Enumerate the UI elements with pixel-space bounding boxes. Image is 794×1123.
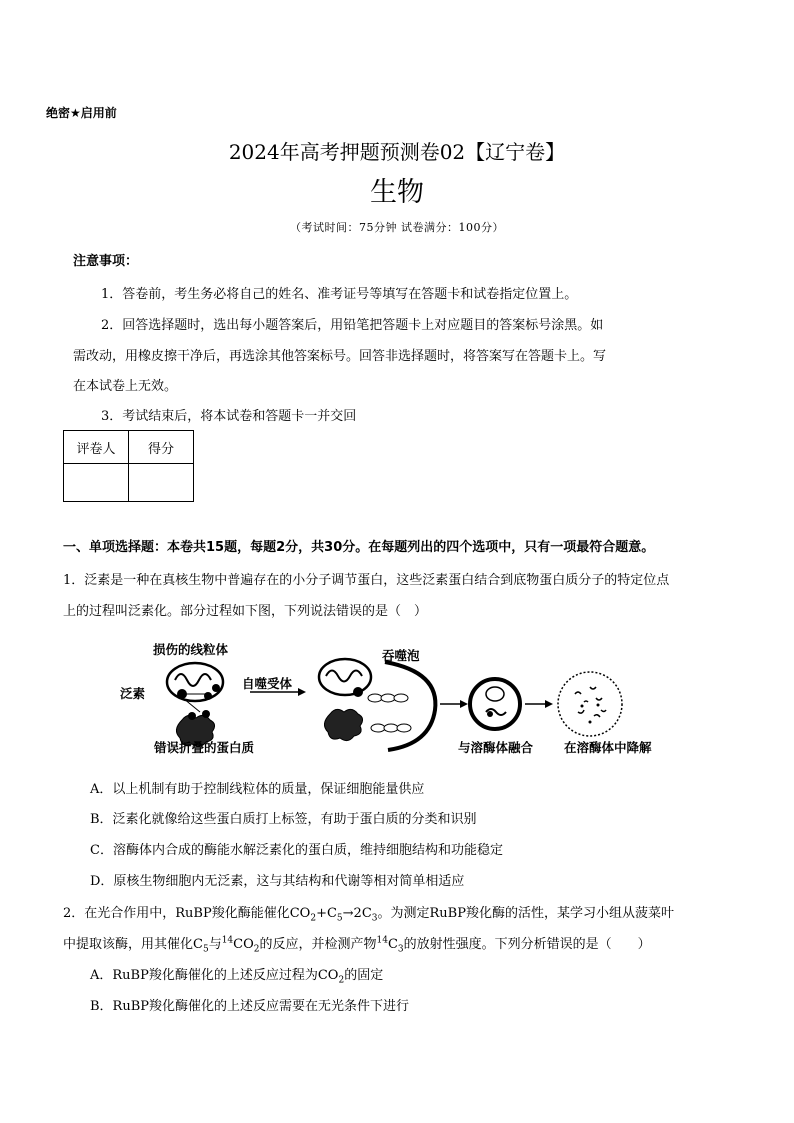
label-fuse-lysosome: 与溶酶体融合 [458,740,534,755]
label-autophagy-receptor: 自噬受体 [242,676,293,691]
lysosome-degradation [558,672,622,736]
notice-line-3: 需改动，用橡皮擦干净后，再选涂其他答案标号。回答非选择题时，将答案写在答题卡上。写 [73,349,607,364]
label-phagophore: 吞噬泡 [382,648,420,663]
protein-with-receptor [324,709,411,740]
q1-option-d: D．原核生物细胞内无泛素，这与其结构和代谢等相对简单相适应 [90,874,465,889]
q2-option-b: B．RuBP羧化酶催化的上述反应需要在无光条件下进行 [90,999,410,1014]
notice-line-5: 3．考试结束后，将本试卷和答题卡一并交回 [101,409,357,424]
confidential-label: 绝密★启用前 [46,106,117,120]
phagophore-membrane [385,662,435,750]
label-ubiquitin: 泛素 [120,686,146,701]
score-cell [129,464,194,502]
exam-title: 2024年高考押题预测卷02【辽宁卷】 [228,140,566,164]
exam-info: （考试时间：75分钟 试卷满分：100分） [290,221,504,234]
q2-stem-line2: 中提取该酶，用其催化$C_5$与$^{14}CO_2$的反应，并检测产物$^{14}C_3$的放射性强度。下列分析错误的是（ ） [63,935,651,955]
q1-option-a: A．以上机制有助于控制线粒体的质量，保证细胞能量供应 [90,782,425,797]
grader-header: 评卷人 [64,431,129,464]
label-damaged-mitochondrion: 损伤的线粒体 [153,642,229,657]
q1-stem-line1: 1．泛素是一种在真核生物中普遍存在的小分子调节蛋白，这些泛素蛋白结合到底物蛋白质分子的特定位点 [63,573,670,588]
notice-line-4: 在本试卷上无效。 [73,379,178,394]
q2-option-a: A．RuBP羧化酶催化的上述反应过程为$CO_2$的固定 [90,968,384,986]
notice-heading: 注意事项： [73,254,139,269]
section-prefix: 一、单项选择题： [63,540,168,555]
grader-cell [64,464,129,502]
damaged-mitochondrion [167,663,223,701]
q1-option-c: C．溶酶体内合成的酶能水解泛素化的蛋白质，维持细胞结构和功能稳定 [90,843,503,858]
notice-line-2: 2．回答选择题时，选出每小题答案后，用铅笔把答题卡上对应题目的答案标号涂黑。如 [101,318,604,333]
notice-line-1: 1．答卷前，考生务必将自己的姓名、准考证号等填写在答题卡和试卷指定位置上。 [101,287,578,302]
score-header: 得分 [129,431,194,464]
autophagosome [470,679,520,729]
q2-stem-line1: 2．在光合作用中，RuBP羧化酶能催化$CO_2+C_5\to 2C_3$。为测定RuBP羧化酶的活性，某学习小组从菠菜叶 [63,906,674,924]
label-misfolded-protein: 错误折叠的蛋白质 [154,740,255,755]
section-heading [63,536,654,555]
section-text: 本卷共15题，每题2分，共30分。在每题列出的四个选项中，只有一项最符合题意。 [167,540,655,555]
q1-option-b: B．泛素化就像给这些蛋白质打上标签，有助于蛋白质的分类和识别 [90,812,477,827]
score-table [63,430,194,502]
subject-title: 生物 [370,177,424,208]
ubiquitination-figure [120,632,660,762]
q1-stem-line2: 上的过程叫泛素化。部分过程如下图，下列说法错误的是（ ） [63,604,428,619]
label-degrade-lysosome: 在溶酶体中降解 [564,740,652,755]
